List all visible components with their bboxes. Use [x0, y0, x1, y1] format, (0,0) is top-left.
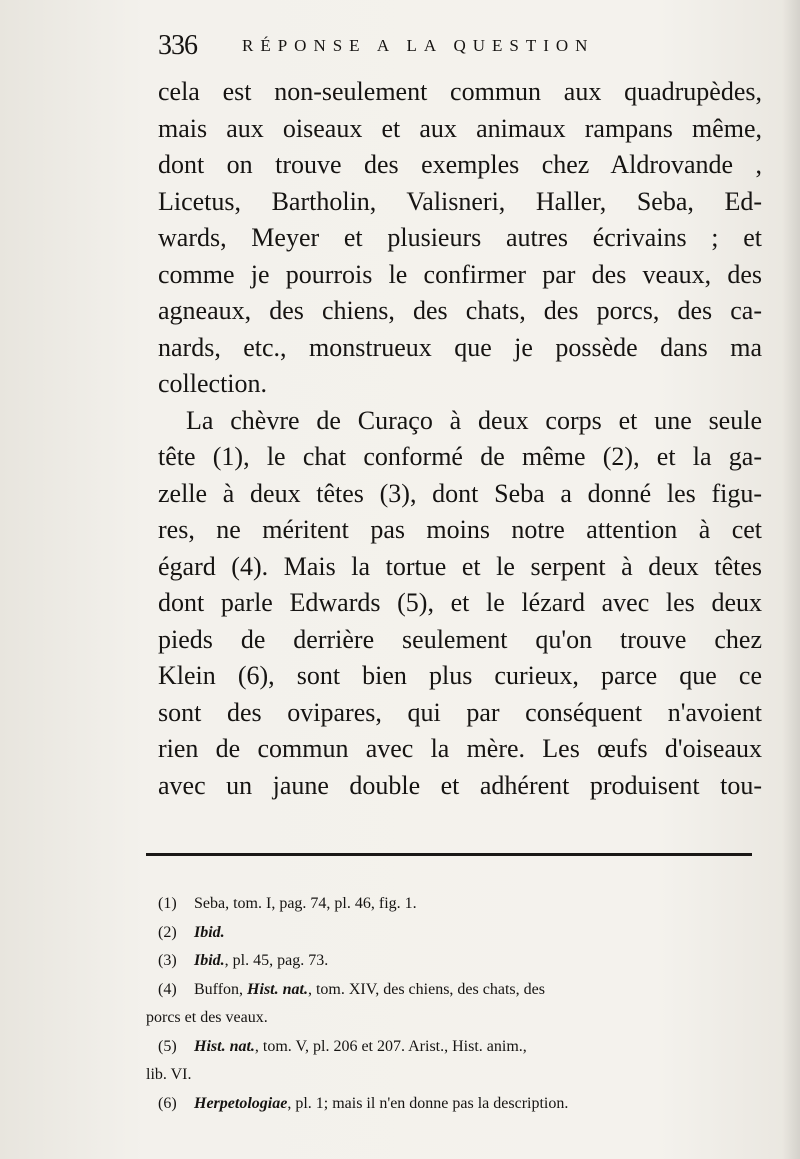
footnote-continuation: [146, 1004, 752, 1033]
footnote-text: porcs et des veaux.: [146, 1009, 268, 1026]
footnote-italic: Hist. nat.: [194, 1037, 255, 1055]
text-line: comme je pourrois le confirmer par des veaux, des: [158, 259, 762, 289]
footnote: [146, 919, 752, 948]
text-line: dont parle Edwards (5), et le lézard avec les deux: [158, 588, 762, 617]
footnote-label: (6): [158, 1094, 177, 1112]
page-number: 336: [158, 30, 197, 61]
text-line: cela est non-seulement commun aux quadrupèdes,: [158, 77, 762, 106]
text-line: avec un jaune double et adhérent produisent tou-: [158, 770, 762, 800]
text-line: sont des ovipares, qui par conséquent n'avoient: [158, 697, 762, 727]
footnote-label: (4): [158, 980, 177, 998]
page-header: [158, 30, 758, 66]
footnote-text: , tom. V, pl. 206 et 207. Arist., Hist. anim.,: [254, 1037, 527, 1055]
text-line: rien de commun avec la mère. Les œufs d'oiseaux: [158, 734, 762, 763]
footnote-italic: Hist. nat.: [247, 980, 308, 998]
footnote-italic: Herpetologiae: [194, 1094, 288, 1112]
text-line: pieds de derrière seulement qu'on trouve chez: [158, 624, 762, 654]
text-line: wards, Meyer et plusieurs autres écrivains ; et: [158, 223, 762, 252]
footnote-italic: Ibid.: [194, 952, 225, 969]
footnote-text: , pl. 45, pag. 73.: [224, 952, 329, 969]
text-line: agneaux, des chiens, des chats, des porcs, des ca-: [158, 296, 762, 325]
footnote: [146, 890, 752, 919]
footnote-italic: Ibid.: [194, 923, 225, 941]
text-line: dont on trouve des exemples chez Aldrovande ,: [158, 150, 762, 179]
footnote-label: (1): [158, 895, 177, 912]
footnote: [146, 1033, 752, 1062]
text-line: tête (1), le chat conformé de même (2), et la ga-: [158, 442, 762, 471]
running-title: RÉPONSE A LA QUESTION: [242, 36, 595, 55]
text-line: Licetus, Bartholin, Valisneri, Haller, Seba, Ed-: [158, 186, 762, 216]
footnote-text: , tom. XIV, des chiens, des chats, des: [307, 980, 545, 998]
footnote: [146, 1090, 752, 1119]
footnote: [146, 947, 752, 976]
footnote-text: Seba, tom. I, pag. 74, pl. 46, fig. 1.: [194, 895, 417, 912]
footnote-label: (3): [158, 952, 177, 969]
footnote-label: (5): [158, 1037, 177, 1055]
footnote-continuation: [146, 1061, 752, 1090]
text-line: zelle à deux têtes (3), dont Seba a donné les figu-: [158, 478, 762, 508]
footnotes: [146, 890, 752, 1118]
main-text: [158, 74, 762, 804]
text-line: res, ne méritent pas moins notre attention à cet: [158, 515, 762, 544]
text-line: collection.: [158, 369, 268, 398]
text-line: La chèvre de Curaço à deux corps et une seule: [186, 405, 762, 435]
footnote-text: , pl. 1; mais il n'en donne pas la description.: [287, 1094, 569, 1112]
footnote-text: Buffon,: [194, 980, 248, 998]
text-line: Klein (6), sont bien plus curieux, parce que ce: [158, 661, 762, 690]
footnote-divider: [146, 853, 752, 856]
footnote-label: (2): [158, 923, 177, 941]
text-line: mais aux oiseaux et aux animaux rampans même,: [158, 113, 762, 143]
text-line: égard (4). Mais la tortue et le serpent à deux têtes: [158, 551, 762, 581]
footnote: [146, 976, 752, 1005]
footnote-text: lib. VI.: [146, 1066, 192, 1083]
text-line: nards, etc., monstrueux que je possède dans ma: [158, 332, 762, 362]
